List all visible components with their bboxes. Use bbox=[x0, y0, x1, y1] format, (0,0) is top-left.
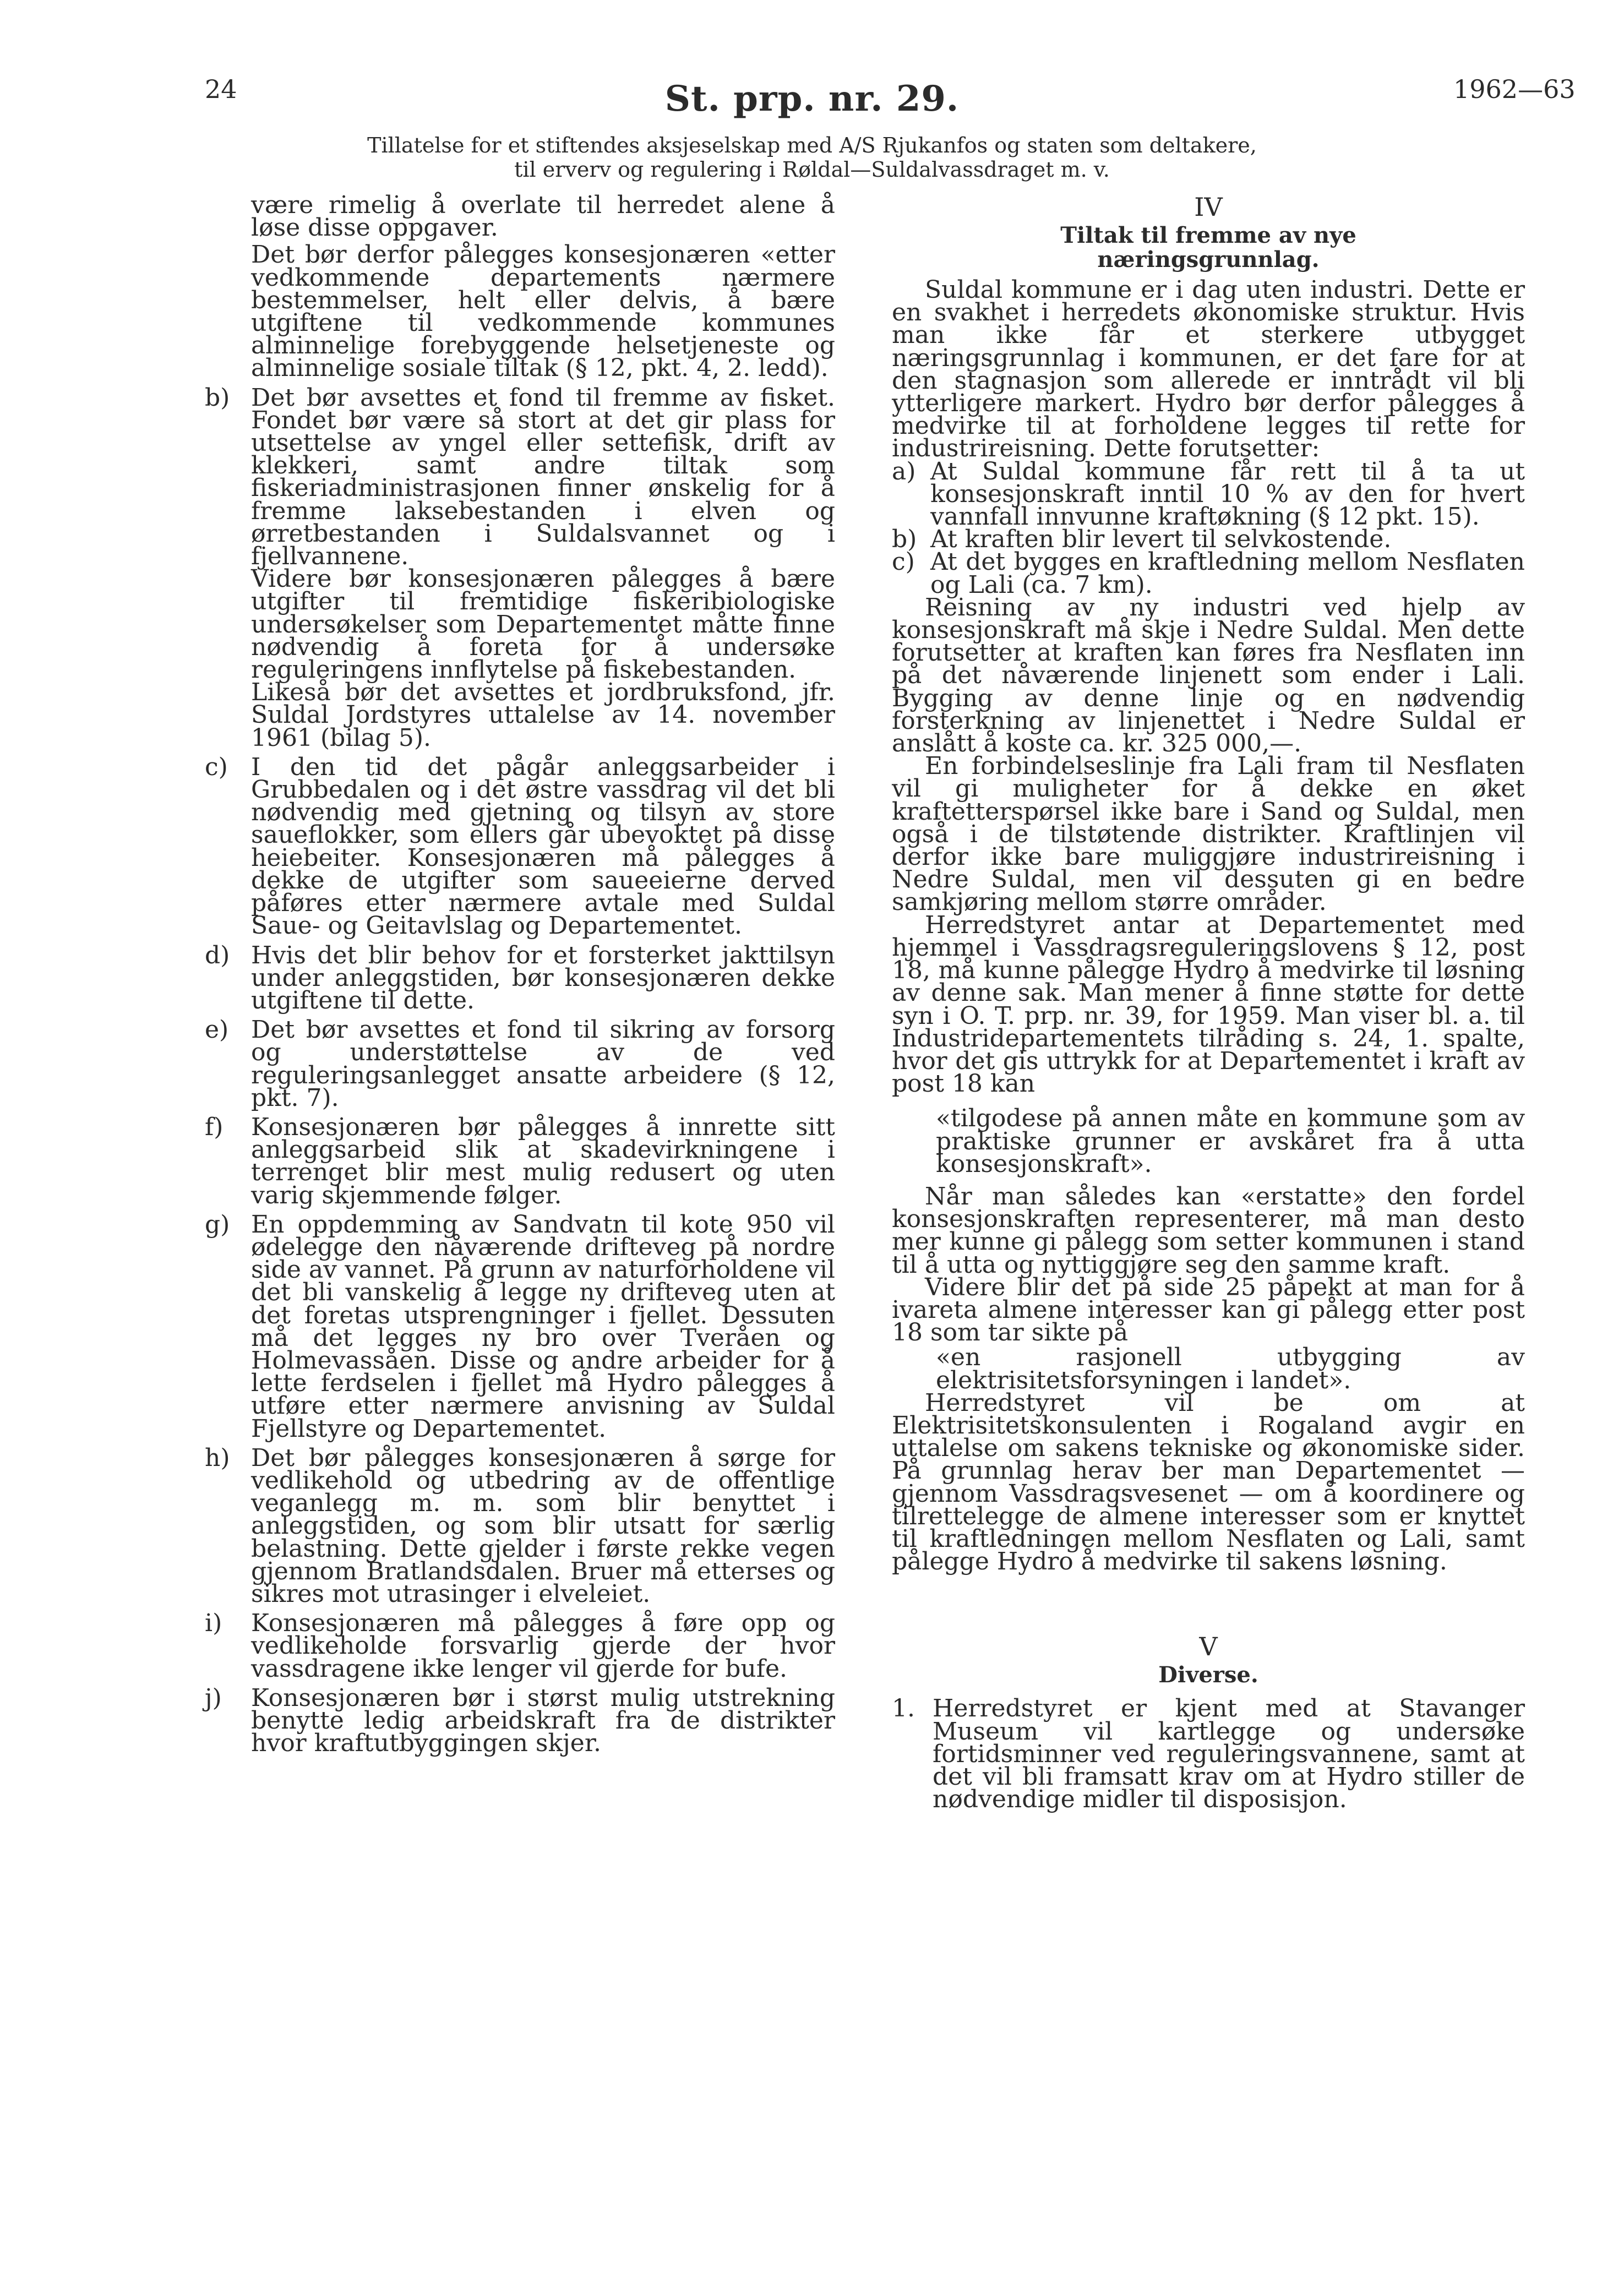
block-quote: «tilgodese på annen måte en kommune som av praktiske grunner er avskåret fra å utta konsesjonskraft». bbox=[936, 1104, 1525, 1178]
list-label: g) bbox=[205, 1210, 230, 1239]
list-item-paragraph: Konsesjonæren bør pålegges å innrette sitt anleggsarbeid slik at skadevirkningene i terrenget blir mest mulig redusert og uten varig skjemmende følger. bbox=[251, 1113, 835, 1209]
list-label: b) bbox=[892, 525, 917, 554]
list-item-d bbox=[205, 941, 835, 1015]
section-number-v: V bbox=[1199, 1632, 1218, 1662]
list-label: j) bbox=[205, 1683, 222, 1712]
section-heading-line: næringsgrunnlag. bbox=[1097, 247, 1320, 272]
list-item-c bbox=[205, 753, 835, 940]
section-heading-v: Diverse. bbox=[1158, 1662, 1258, 1688]
list-item-paragraph: Det bør avsettes et fond til fremme av fisket. Fondet bør være så stort at det gir plass for utsettelse av yngel eller settefisk, drift av klekkeri, samt andre tiltak som fiskeriadministrasjonen finner ønskelig for å fremme laksebestanden i elven og ørretbestanden i Suldalsvannet og i fjellvannene. bbox=[251, 383, 835, 571]
paragraph: En forbindelseslinje fra Lali fram til Nesflaten vil gi muligheter for å dekke en øket kraftetterspørsel ikke bare i Sand og Suldal, men også i de tilstøtende distrikter. Kraftlinjen vil derfor ikke bare muliggjøre industrireisning i Nedre Suldal, men vil dessuten gi en bedre samkjøring mellom større områder. bbox=[892, 752, 1525, 917]
list-label: b) bbox=[205, 383, 230, 412]
paragraph: Suldal kommune er i dag uten industri. Dette er en svakhet i herredets økonomiske struktur. Hvis man ikke får et sterkere utbygget næringsgrunnlag i kommunen, er det fare for at den stagnasjon som allerede er inntrådt vil bli ytterligere markert. Hydro bør derfor pålegges å medvirke til at forholdene legges til rette for industrireisning. Dette forutsetter: bbox=[892, 276, 1525, 463]
block-quote: «en rasjonell utbygging av elektrisitetsforsyningen i landet». bbox=[936, 1343, 1525, 1394]
list-item-paragraph: I den tid det pågår anleggsarbeider i Grubbedalen og i det østre vassdrag vil det bli nødvendig med gjetning og tilsyn av store saueflokker, som ellers går ubevoktet på disse heiebeiter. Konsesjonæren må pålegges å dekke de utgifter som saueeierne derved påføres etter nærmere avtale med Suldal Saue- og Geitavlslag og Departementet. bbox=[251, 753, 835, 940]
list-item-g bbox=[205, 1210, 835, 1443]
page-header bbox=[0, 0, 1624, 187]
running-subtitle-line-2: til erverv og regulering i Røldal—Suldalvassdraget m. v. bbox=[514, 157, 1110, 182]
list-item-paragraph: En oppdemming av Sandvatn til kote 950 vil ødelegge den nåværende drifteveg på nordre side av vannet. På grunn av naturforholdene vil det bli vanskelig å legge ny drifteveg uten at det foretas utsprengninger i fjellet. Dessuten må det legges ny bro over Tveråen og Holmevassåen. Disse og andre arbeider for å lette ferdselen i fjellet må Hydro pålegges å utføre etter nærmere anvisning av Suldal Fjellstyre og Departementet. bbox=[251, 1210, 835, 1443]
section-heading-iv bbox=[892, 223, 1525, 272]
list-item-paragraph: Hvis det blir behov for et forsterket jakttilsyn under anleggstiden, bør konsesjonæren dekke utgiftene til dette. bbox=[251, 941, 835, 1015]
intro-paragraph: Det bør derfor pålegges konsesjonæren «etter vedkommende departements nærmere bestemmelser, helt eller delvis, å bære utgiftene til vedkommende kommunes alminnelige forebyggende helsetjeneste og alminnelige sosiale tiltak (§ 12, pkt. 4, 2. ledd). bbox=[251, 241, 835, 383]
intro-continuation: være rimelig å overlate til herredet alene å løse disse oppgaver. bbox=[251, 191, 835, 242]
list-item-e bbox=[205, 1016, 835, 1112]
list-label: i) bbox=[205, 1609, 222, 1638]
list-label: f) bbox=[205, 1113, 224, 1141]
list-item-j bbox=[205, 1683, 835, 1758]
paragraph: Reisning av ny industri ved hjelp av konsesjonskraft må skje i Nedre Suldal. Men dette forutsetter at kraften kan føres fra Nesflaten inn på det nåværende linjenett som ender i Lali. Bygging av denne linje og en nødvendig forsterkning av linjenettet i Nedre Suldal er anslått å koste ca. kr. 325 000,—. bbox=[892, 593, 1525, 758]
numbered-item-text: Herredstyret er kjent med at Stavanger Museum vil kartlegge og undersøke fortidsminner ved reguleringsvannene, samt at det vil bli framsatt krav om at Hydro stiller de nødvendige midler til disposisjon. bbox=[933, 1694, 1525, 1814]
numbered-item-1 bbox=[892, 1694, 1525, 1814]
list-label: e) bbox=[205, 1016, 229, 1044]
list-label: a) bbox=[892, 457, 916, 486]
list-label: d) bbox=[205, 941, 230, 969]
list-label: 1. bbox=[892, 1694, 915, 1723]
list-item-i bbox=[205, 1609, 835, 1683]
list-item-h bbox=[205, 1443, 835, 1608]
page-number: 24 bbox=[205, 74, 237, 104]
list-label: h) bbox=[205, 1443, 230, 1472]
list-label: c) bbox=[205, 753, 228, 781]
condition-text: At kraften blir levert til selvkostende. bbox=[930, 525, 1392, 554]
list-item-f bbox=[205, 1113, 835, 1209]
document-title: St. prp. nr. 29. bbox=[664, 78, 960, 119]
list-label: c) bbox=[892, 548, 915, 576]
paragraph: Når man således kan «erstatte» den fordel konsesjonskraften representerer, må man desto mer kunne gi pålegg som setter kommunen i stand til å utta og nyttiggjøre seg den samme kraft. bbox=[892, 1182, 1525, 1279]
left-column bbox=[205, 191, 835, 1758]
paragraph: Herredstyret antar at Departementet med hjemmel i Vassdragsreguleringslovens § 12, post 18, må kunne pålegge Hydro å medvirke til løsning av denne sak. Man mener å finne støtte for dette syn i O. T. prp. nr. 39, for 1959. Man viser bl. a. til Industridepartementets tilråding s. 24, 1. spalte, hvor det gis uttrykk for at Departementet i kraft av post 18 kan bbox=[892, 911, 1525, 1098]
list-item-paragraph: Konsesjonæren må pålegges å føre opp og vedlikeholde forsvarlig gjerde der hvor vassdragene ikke lenger vil gjerde for bufe. bbox=[251, 1609, 835, 1683]
section-number-iv: IV bbox=[1194, 192, 1223, 222]
condition-text: At Suldal kommune får rett til å ta ut konsesjonskraft inntil 10 % av den for hvert vannfall innvunne kraftøkning (§ 12 pkt. 15). bbox=[930, 457, 1525, 531]
condition-text: At det bygges en kraftledning mellom Nesflaten og Lali (ca. 7 km). bbox=[930, 548, 1525, 599]
paragraph: Herredstyret vil be om at Elektrisitetskonsulenten i Rogaland avgir en uttalelse om sakens tekniske og økonomiske sider. På grunnlag herav ber man Departementet — gjennom Vassdragsvesenet — om å koordinere og tilrettelegge de almene interesser som er knyttet til kraftledningen mellom Nesflaten og Lali, samt pålegge Hydro å medvirke til sakens løsning. bbox=[892, 1388, 1525, 1576]
list-item-paragraph: Det bør avsettes et fond til sikring av forsorg og understøttelse av de ved reguleringsanlegget ansatte arbeidere (§ 12, pkt. 7). bbox=[251, 1016, 835, 1112]
paragraph: Videre blir det på side 25 påpekt at man for å ivareta almene interesser kan gi pålegg etter post 18 som tar sikte på bbox=[892, 1273, 1525, 1347]
list-item-paragraph: Videre bør konsesjonæren pålegges å bære utgifter til fremtidige fiskeribiologiske undersøkelser som Departementet måtte finne nødvendig å foreta for å undersøke reguleringens innflytelse på fiskebestanden. bbox=[251, 565, 835, 684]
condition-item-b bbox=[892, 525, 1525, 554]
list-item-b bbox=[205, 383, 835, 752]
condition-item-a bbox=[892, 457, 1525, 531]
list-item-paragraph: Det bør pålegges konsesjonæren å sørge for vedlikehold og utbedring av de offentlige veganlegg m. m. som blir benyttet i anleggstiden, og som blir utsatt for særlig belastning. Dette gjelder i første rekke vegen gjennom Bratlandsdalen. Bruer må etterses og sikres mot utrasinger i elveleiet. bbox=[251, 1443, 835, 1608]
right-column bbox=[892, 192, 1525, 1814]
document-year: 1962—63 bbox=[1453, 74, 1576, 104]
running-subtitle-line-1: Tillatelse for et stiftendes aksjeselskap med A/S Rjukanfos og staten som deltakere, bbox=[367, 133, 1257, 157]
list-item-paragraph: Likeså bør det avsettes et jordbruksfond, jfr. Suldal Jordstyres uttalelse av 14. november 1961 (bilag 5). bbox=[251, 678, 835, 752]
section-heading-line: Tiltak til fremme av nye bbox=[1060, 222, 1356, 248]
list-item-paragraph: Konsesjonæren bør i størst mulig utstrekning benytte ledig arbeidskraft fra de distrikter hvor kraftutbyggingen skjer. bbox=[251, 1683, 835, 1758]
condition-item-c bbox=[892, 548, 1525, 599]
